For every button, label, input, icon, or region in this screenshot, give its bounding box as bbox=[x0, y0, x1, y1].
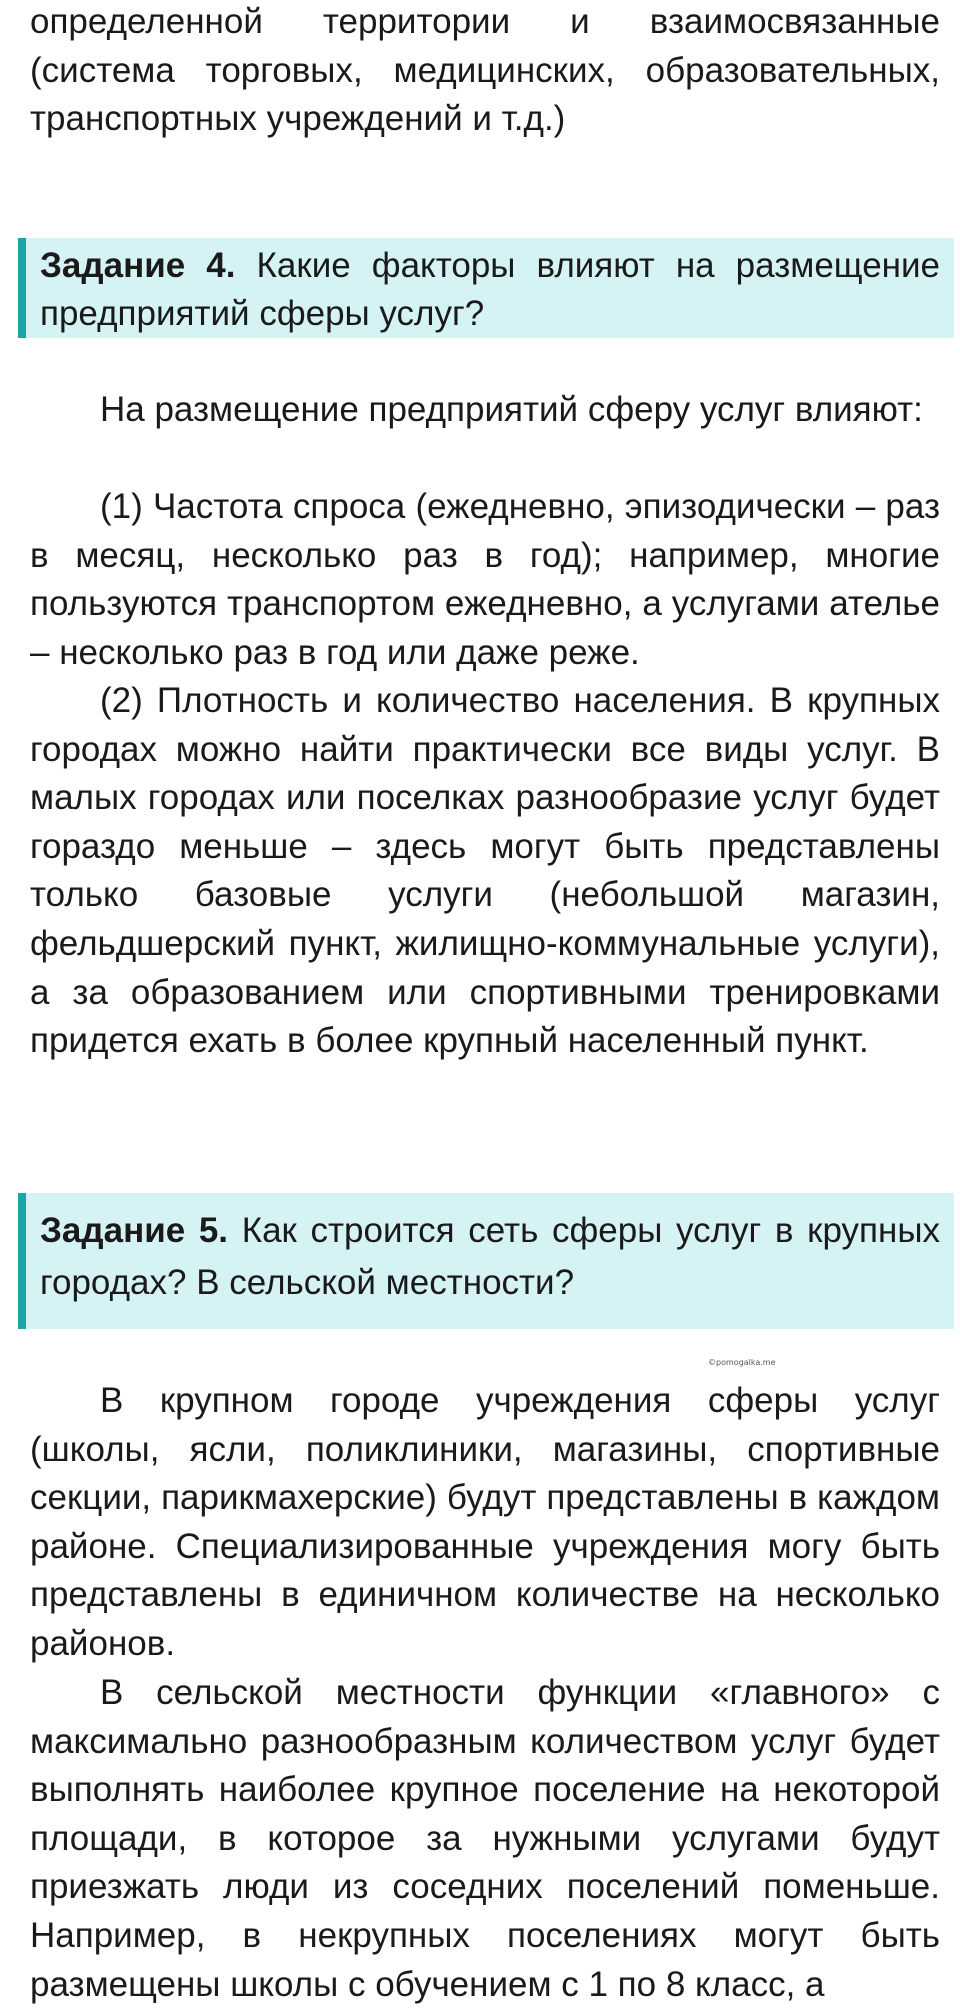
task-5-question: Как строится сеть сферы услуг в крупных городах? В сельской местности? bbox=[40, 1211, 940, 1302]
task-5-box bbox=[18, 1193, 954, 1329]
task-4-factor-2: (2) Плотность и количество населения. В крупных городах можно найти практически все виды услуг. В малых городах или поселках разнообразие услуг будет гораздо меньше – здесь могут быть представлены только базовые услуги (небольшой магазин, фельдшерский пункт, жилищно-коммунальные услуги), а за образованием или спортивными тренировками придется ехать в более крупный населенный пункт. bbox=[30, 681, 940, 1061]
task-5-answer-rural: В сельской местности функции «главного» с максимально разнообразным количеством услуг будет выполнять наиболее крупное поселение на некоторой площади, в которое за нужными услугами будут приезжать люди из соседних поселений поменьше. Например, в некрупных поселениях могут быть размещены школы с обучением с 1 по 8 класс, а bbox=[30, 1673, 940, 2004]
watermark: ©pomogalka.me bbox=[708, 1358, 776, 1367]
task-4-factor-1: (1) Частота спроса (ежедневно, эпизодически – раз в месяц, несколько раз в год); например, многие пользуются транспортом ежедневно, а услугами ателье – несколько раз в год или даже реже. bbox=[30, 487, 940, 672]
task-4-box bbox=[18, 238, 954, 338]
task-5-answer-city: В крупном городе учреждения сферы услуг (школы, ясли, поликлиники, магазины, спортивные секции, парикмахерские) будут представлены в каждом районе. Специализированные учреждения могу быть представлены в единичном количестве на несколько районов. bbox=[30, 1381, 940, 1663]
intro-paragraph: определенной территории и взаимосвязанные (система торговых, медицинских, образовательных, транспортных учреждений и т.д.) bbox=[30, 2, 940, 139]
task-4-label: Задание 4. bbox=[40, 246, 236, 285]
task-4-answer-intro: На размещение предприятий сферу услуг влияют: bbox=[100, 390, 923, 429]
task-4-question: Какие факторы влияют на размещение предприятий сферы услуг? bbox=[40, 246, 941, 333]
task-5-label: Задание 5. bbox=[40, 1211, 229, 1250]
